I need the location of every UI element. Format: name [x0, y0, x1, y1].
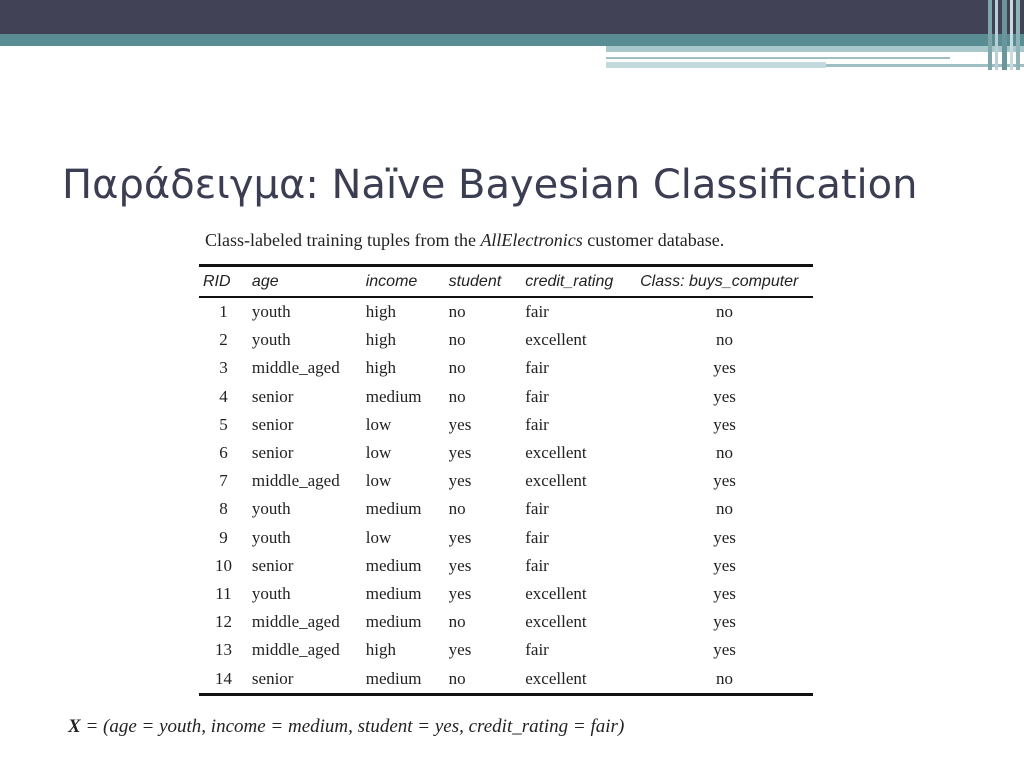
- caption-emphasis: AllElectronics: [480, 230, 583, 250]
- cell-class: no: [716, 330, 734, 350]
- cell-income: medium: [365, 612, 422, 632]
- cell-credit-rating: excellent: [525, 612, 587, 632]
- cell-age: youth: [251, 302, 291, 322]
- cell-income: high: [365, 302, 396, 322]
- query-tuple: [68, 716, 624, 738]
- cell-rid: 5: [219, 414, 228, 434]
- slide-title: Παράδειγμα: Naïve Bayesian Classification: [62, 162, 918, 208]
- header-vertical-stripe: [995, 0, 998, 70]
- table-row: [199, 524, 813, 552]
- table-row: [199, 664, 813, 694]
- cell-rid: 7: [219, 471, 228, 491]
- cell-age: youth: [251, 499, 291, 519]
- cell-student: no: [448, 330, 466, 350]
- header-vertical-stripe: [988, 0, 992, 70]
- table-row: [199, 636, 813, 664]
- column-header-student: student: [448, 272, 502, 290]
- cell-rid: 10: [214, 555, 232, 575]
- cell-age: senior: [251, 668, 294, 688]
- cell-age: middle_aged: [251, 640, 340, 660]
- cell-credit-rating: fair: [525, 358, 549, 378]
- header-teal-band: [0, 34, 1024, 46]
- cell-income: medium: [365, 555, 422, 575]
- cell-credit-rating: excellent: [525, 668, 587, 688]
- header-dark-band: [0, 0, 1024, 34]
- cell-student: yes: [448, 527, 472, 547]
- header-vertical-stripe: [1010, 0, 1013, 70]
- table-row: [199, 467, 813, 495]
- cell-age: youth: [251, 583, 291, 603]
- cell-class: yes: [713, 640, 736, 660]
- cell-credit-rating: excellent: [525, 330, 587, 350]
- cell-credit-rating: fair: [525, 302, 549, 322]
- cell-student: yes: [448, 555, 472, 575]
- cell-age: senior: [251, 443, 294, 463]
- table-row: [199, 580, 813, 608]
- caption-suffix: customer database.: [582, 230, 725, 250]
- cell-age: middle_aged: [251, 612, 340, 632]
- query-text: = (age = youth, income = medium, student = yes, credit_rating = fair): [80, 716, 625, 737]
- cell-age: middle_aged: [251, 471, 340, 491]
- cell-class: yes: [713, 583, 736, 603]
- cell-rid: 8: [219, 499, 228, 519]
- cell-age: senior: [251, 414, 294, 434]
- table-row: [199, 495, 813, 523]
- cell-student: no: [448, 612, 466, 632]
- cell-income: low: [365, 414, 392, 434]
- cell-class: yes: [713, 471, 736, 491]
- cell-income: low: [365, 527, 392, 547]
- cell-class: no: [716, 668, 734, 688]
- cell-income: medium: [365, 499, 422, 519]
- cell-student: no: [448, 668, 466, 688]
- training-data-table: [199, 264, 813, 696]
- cell-class: no: [716, 302, 734, 322]
- cell-student: yes: [448, 640, 472, 660]
- table-row: [199, 608, 813, 636]
- cell-rid: 4: [219, 386, 228, 406]
- query-variable: X: [68, 716, 81, 737]
- header-vertical-stripe: [1002, 0, 1007, 70]
- cell-rid: 14: [214, 668, 232, 688]
- cell-credit-rating: excellent: [525, 443, 587, 463]
- table-row: [199, 354, 813, 382]
- cell-rid: 2: [219, 330, 228, 350]
- cell-credit-rating: fair: [525, 640, 549, 660]
- cell-credit-rating: fair: [525, 499, 549, 519]
- table-header-row: [199, 266, 813, 298]
- cell-age: senior: [251, 555, 294, 575]
- cell-student: no: [448, 358, 466, 378]
- table-row: [199, 439, 813, 467]
- cell-credit-rating: fair: [525, 527, 549, 547]
- column-header-income: income: [365, 272, 418, 290]
- cell-credit-rating: fair: [525, 414, 549, 434]
- cell-rid: 1: [219, 302, 228, 322]
- caption-prefix: Class-labeled training tuples from the: [205, 230, 481, 250]
- header-accent-line: [606, 57, 950, 59]
- cell-credit-rating: fair: [525, 386, 549, 406]
- cell-rid: 12: [214, 612, 232, 632]
- column-header-rid: RID: [203, 272, 231, 290]
- header-vertical-stripe: [1016, 0, 1020, 70]
- column-header-credit-rating: credit_rating: [525, 272, 614, 290]
- cell-rid: 11: [215, 583, 232, 603]
- cell-income: high: [365, 640, 396, 660]
- cell-student: no: [448, 386, 466, 406]
- cell-class: yes: [713, 612, 736, 632]
- table-caption: [205, 230, 724, 251]
- cell-credit-rating: fair: [525, 555, 549, 575]
- cell-income: low: [365, 443, 392, 463]
- cell-age: youth: [251, 330, 291, 350]
- cell-rid: 3: [219, 358, 228, 378]
- table-row: [199, 297, 813, 326]
- cell-student: yes: [448, 583, 472, 603]
- cell-rid: 13: [214, 640, 232, 660]
- column-header-age: age: [251, 272, 279, 290]
- cell-rid: 9: [219, 527, 228, 547]
- cell-age: senior: [251, 386, 294, 406]
- cell-income: medium: [365, 583, 422, 603]
- cell-student: no: [448, 302, 466, 322]
- cell-class: yes: [713, 358, 736, 378]
- cell-student: yes: [448, 443, 472, 463]
- cell-class: yes: [713, 527, 736, 547]
- table-row: [199, 383, 813, 411]
- cell-credit-rating: excellent: [525, 471, 587, 491]
- cell-class: no: [716, 499, 734, 519]
- cell-student: yes: [448, 471, 472, 491]
- cell-credit-rating: excellent: [525, 583, 587, 603]
- table-row: [199, 326, 813, 354]
- cell-age: middle_aged: [251, 358, 340, 378]
- cell-income: high: [365, 330, 396, 350]
- cell-class: no: [716, 443, 734, 463]
- cell-age: youth: [251, 527, 291, 547]
- cell-class: yes: [713, 414, 736, 434]
- cell-rid: 6: [219, 443, 228, 463]
- cell-class: yes: [713, 555, 736, 575]
- cell-income: medium: [365, 668, 422, 688]
- table-row: [199, 411, 813, 439]
- header-accent-line: [606, 62, 826, 68]
- cell-student: yes: [448, 414, 472, 434]
- cell-income: medium: [365, 386, 422, 406]
- cell-student: no: [448, 499, 466, 519]
- header-accent-band: [606, 46, 1024, 52]
- cell-income: high: [365, 358, 396, 378]
- cell-class: yes: [713, 386, 736, 406]
- cell-income: low: [365, 471, 392, 491]
- column-header-class: Class: buys_computer: [640, 272, 799, 290]
- table-row: [199, 552, 813, 580]
